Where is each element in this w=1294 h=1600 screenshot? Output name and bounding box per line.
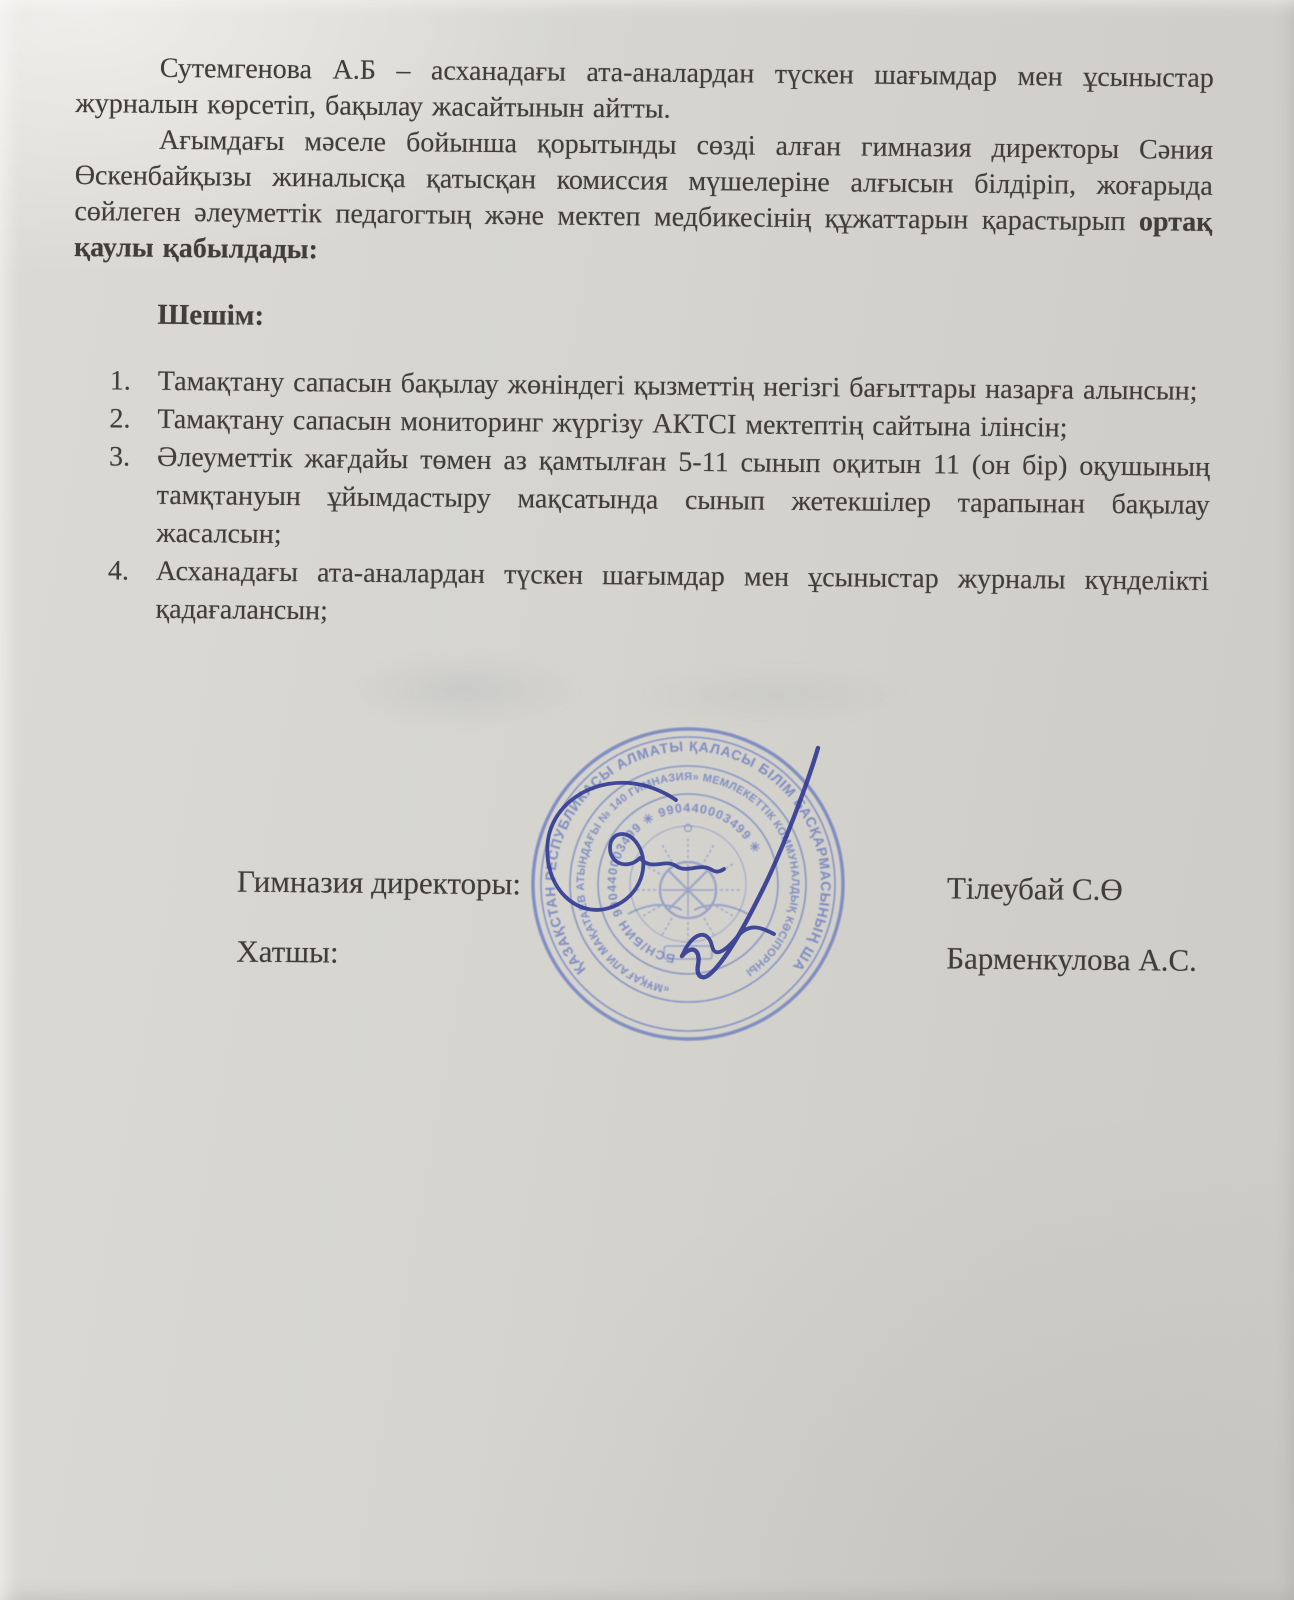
stamp-middle-ring-text: «МҰҚАҒАЛИ МАҚАТАЕВ АТЫНДАҒЫ № 140 ГИМНАЗИЯ» МЕМЛЕКЕТТІК КОММУНАЛДЫҚ КӘСІПОРНЫ	[574, 770, 802, 996]
decision-item-2-text: Тамақтану сапасын мониторинг жүргізу АКТСІ мектептің сайтына ілінсін;	[157, 403, 1068, 444]
decision-item-1-number: 1.	[109, 365, 131, 397]
decision-item-2-number: 2.	[109, 403, 131, 435]
decision-item-3	[108, 439, 1211, 563]
signature-loop-stroke	[547, 783, 724, 910]
handwritten-signature-ink	[500, 720, 840, 1000]
decision-item-1-text: Тамақтану сапасын бақылау жөніндегі қызметтің негізгі бағыттары назарға алынсын;	[157, 365, 1198, 407]
paragraph-report	[75, 50, 1214, 133]
paragraph-conclusion	[74, 122, 1213, 277]
decision-item-3-text: Әлеуметтік жағдайы төмен аз қамтылған 5-11 сынып оқитын 11 (он бір) оқушының тамқтануын ұйымдастыру мақсатында сынып жетекшілер тарапынан бақылау жасалсын;	[156, 441, 1211, 550]
decision-list	[70, 362, 1211, 639]
stamp-inner-ring-text: БСН/БИН 990440003499 ✳ 990440003499 ✳	[604, 800, 764, 966]
decision-item-4-number: 4.	[107, 555, 130, 587]
paragraph-conclusion-bold-text: ортақ қаулы қабылдады:	[73, 206, 1213, 266]
director-label: Гимназия директоры:	[236, 863, 522, 902]
secretary-name: Барменкулова А.С.	[946, 940, 1198, 978]
paragraph-report-text: Сутемгенова А.Б – асханадағы ата-аналардан түскен шағымдар мен ұсыныстар журналын көрсетіп, бақылау жасайтынын айтты.	[75, 52, 1214, 125]
secretary-label: Хатшы:	[236, 933, 339, 970]
decision-item-4-text: Асханадағы ата-аналардан түскен шағымдар мен ұсыныстар журналы күнделікті қадағалансын;	[155, 555, 1210, 627]
decision-item-4	[107, 553, 1210, 639]
decision-item-3-number: 3.	[108, 441, 131, 473]
stamp-outer-ring-text: ҚАЗАҚСТАН РЕСПУБЛИКАСЫ АЛМАТЫ ҚАЛАСЫ БІЛІМ БАСҚАРМАСЫНЫҢ ШАРУАШЫЛЫҚ	[541, 737, 835, 978]
decision-heading: Шешім:	[157, 298, 265, 332]
paragraph-conclusion-text: Ағымдағы мәселе бойынша қорытынды сөзді алған гимназия директоры Сәния Өскенбайқызы жиналысқа қатысқан комиссия мүшелеріне алғысын білдіріп, жоғарыда сөйлеген әлеуметтік педагогтың және мектеп медбикесінің құжаттарын қарастырып	[74, 124, 1214, 238]
director-name: Тілеубай С.Ө	[946, 870, 1123, 908]
signature-downstroke	[682, 748, 818, 977]
